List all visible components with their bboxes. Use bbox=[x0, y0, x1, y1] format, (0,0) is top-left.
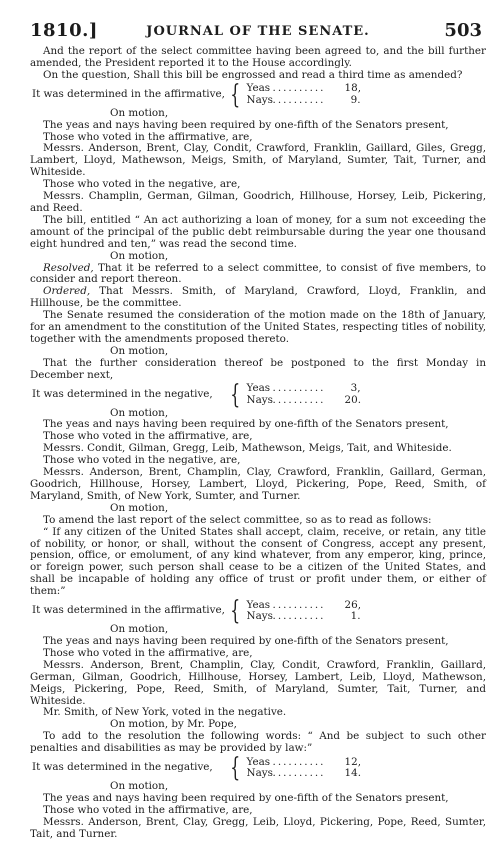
yeas-label: Yeas bbox=[246, 382, 271, 395]
negative-list: Messrs. Champlin, German, Gilman, Goodrich, Hillhouse, Horsey, Leib, Pickering, and Reed. bbox=[30, 190, 486, 214]
nays-count: 9. bbox=[350, 93, 361, 106]
ordered-text: That Messrs. Smith, of Maryland, Crawford, Lloyd, Franklin, and Hillhouse, be the committee. bbox=[30, 285, 486, 310]
smith-ny-negative: Mr. Smith, of New York, voted in the negative. bbox=[43, 706, 287, 719]
affirmative-intro: Those who voted in the affirmative, are, bbox=[43, 430, 253, 443]
affirmative-list: Messrs. Anderson, Brent, Champlin, Clay, Condit, Crawford, Franklin, Gaillard, German, Gilman, Goodrich, Hillhouse, Horsey, Lambert, Leib, Lloyd, Mathewson, Meigs, Pickering, Pope, Reed, Smith, of Maryland, Sumter, Tait, Turner, and Whiteside. bbox=[30, 658, 486, 707]
on-motion-heading: On motion, bbox=[110, 249, 169, 262]
nays-label: Nays bbox=[246, 610, 273, 623]
yeas-label: Yeas bbox=[246, 82, 271, 95]
yeas-label: Yeas bbox=[246, 755, 271, 768]
on-motion-heading: On motion, bbox=[110, 501, 169, 514]
yeas-count: 18, bbox=[344, 82, 361, 95]
resolved-paragraph bbox=[30, 263, 486, 287]
vote-tally-1 bbox=[30, 79, 486, 110]
brace-glyph: { bbox=[230, 753, 241, 784]
affirmative-intro: Those who voted in the affirmative, are, bbox=[43, 646, 253, 659]
affirmative-list: Messrs. Anderson, Brent, Clay, Gregg, Leib, Lloyd, Pickering, Pope, Reed, Sumter, Tait, and Turner. bbox=[30, 815, 486, 840]
paragraph-report-agreed: And the report of the select committee having been agreed to, and the bill further amended, the President reported it to the House accordingly. bbox=[30, 45, 486, 69]
brace-glyph: { bbox=[230, 596, 241, 627]
add-words-paragraph: To add to the resolution the following words: “ And be subject to such other penalties and disabilities as may be provided by law:” bbox=[30, 730, 486, 755]
yeas-nays-required: The yeas and nays having been required by one-fifth of the Senators present, bbox=[43, 791, 449, 804]
vote-result-text: It was determined in the negative, bbox=[32, 761, 213, 774]
vote-tally-4 bbox=[30, 753, 486, 784]
yeas-nays-required: The yeas and nays having been required by one-fifth of the Senators present, bbox=[43, 418, 449, 431]
vote-result-text: It was determined in the affirmative, bbox=[32, 87, 225, 100]
page-header bbox=[30, 20, 486, 46]
tally: Yeas .......... 26, Nays .......... 1. bbox=[246, 598, 361, 623]
amendment-quote: “ If any citizen of the United States shall accept, claim, receive, or retain, any title of nobility, or honor, or shall, without the consent of Congress, accept any present, pension, office, or emolument, of any kind whatever, from any emperor, king, prince, or foreign power, such person shall cease to be a citizen of the United States, and shall be incapable of holding any office of trust or profit under them, or either of them:” bbox=[30, 525, 486, 598]
nays-count: 14. bbox=[344, 767, 361, 780]
affirmative-list: Messrs. Anderson, Brent, Clay, Condit, Crawford, Franklin, Gaillard, Giles, Gregg, Lambert, Lloyd, Mathewson, Meigs, Smith, of Maryland, Sumter, Tait, Turner, and Whiteside. bbox=[30, 142, 486, 179]
on-motion-heading: On motion, bbox=[110, 623, 169, 636]
affirmative-intro: Those who voted in the affirmative, are, bbox=[43, 803, 253, 816]
header-year: 1810.] bbox=[30, 20, 98, 41]
on-motion-heading: On motion, bbox=[110, 106, 169, 119]
yeas-label: Yeas bbox=[246, 598, 271, 611]
nays-label: Nays bbox=[246, 93, 273, 106]
vote-result-text: It was determined in the affirmative, bbox=[32, 604, 225, 617]
negative-intro: Those who voted in the negative, are, bbox=[43, 178, 241, 191]
on-motion-heading: On motion, bbox=[110, 344, 169, 357]
negative-intro: Those who voted in the negative, are, bbox=[43, 454, 241, 467]
on-motion-pope-heading: On motion, by Mr. Pope, bbox=[110, 718, 237, 731]
amendment-intro: To amend the last report of the select committee, so as to read as follows: bbox=[43, 513, 432, 526]
tally: Yeas .......... 12, Nays .......... 14. bbox=[246, 755, 361, 780]
ordered-label: Ordered, bbox=[43, 285, 91, 298]
on-motion-heading: On motion, bbox=[110, 406, 169, 419]
postpone-paragraph: That the further consideration thereof be postponed to the first Monday in December next, bbox=[30, 356, 486, 381]
page-body bbox=[30, 46, 486, 841]
header-page-number: 503 bbox=[444, 20, 482, 41]
resolved-label: Resolved, bbox=[43, 261, 94, 274]
header-title: JOURNAL OF THE SENATE. bbox=[146, 24, 370, 39]
paragraph-question: On the question, Shall this bill be engrossed and read a third time as amended? bbox=[43, 68, 463, 81]
loan-bill-paragraph: The bill, entitled “ An act authorizing a loan of money, for a sum not exceeding the amount of the principal of the public debt reimbursable during the year one thousand eight hundred and ten,” was read the second time. bbox=[30, 213, 486, 250]
nays-count: 20. bbox=[344, 393, 361, 406]
yeas-count: 3, bbox=[350, 382, 361, 395]
vote-result-text: It was determined in the negative, bbox=[32, 387, 213, 400]
brace-glyph: { bbox=[230, 79, 241, 110]
vote-tally-2 bbox=[30, 379, 486, 410]
yeas-nays-required: The yeas and nays having been required by one-fifth of the Senators present, bbox=[43, 118, 449, 131]
yeas-count: 26, bbox=[344, 598, 361, 611]
nays-label: Nays bbox=[246, 393, 273, 406]
resolved-text: That it be referred to a select committee, to consist of five members, to consider and report thereon. bbox=[30, 261, 487, 286]
on-motion-heading: On motion, bbox=[110, 780, 169, 793]
nays-count: 1. bbox=[350, 610, 361, 623]
brace-glyph: { bbox=[230, 379, 241, 410]
affirmative-intro: Those who voted in the affirmative, are, bbox=[43, 130, 253, 143]
nays-label: Nays bbox=[246, 767, 273, 780]
tally: Yeas .......... 3, Nays .......... 20. bbox=[246, 382, 361, 406]
yeas-count: 12, bbox=[344, 755, 361, 768]
yeas-nays-required: The yeas and nays having been required by one-fifth of the Senators present, bbox=[43, 634, 449, 647]
resumed-paragraph: The Senate resumed the consideration of the motion made on the 18th of January, for an amendment to the constitution of the United States, respecting titles of nobility, together with the amendments proposed thereto. bbox=[30, 309, 486, 345]
vote-tally-3 bbox=[30, 596, 486, 627]
affirmative-list: Messrs. Condit, Gilman, Gregg, Leib, Mathewson, Meigs, Tait, and Whiteside. bbox=[43, 442, 452, 455]
negative-list: Messrs. Anderson, Brent, Champlin, Clay, Crawford, Franklin, Gaillard, German, Goodrich, Hillhouse, Horsey, Lambert, Lloyd, Pickering, Pope, Reed, Smith, of Maryland, Smith, of New York, Sumter, and Turner. bbox=[30, 466, 486, 502]
ordered-paragraph bbox=[30, 286, 486, 310]
tally: Yeas .......... 18, Nays .......... 9. bbox=[246, 82, 361, 106]
